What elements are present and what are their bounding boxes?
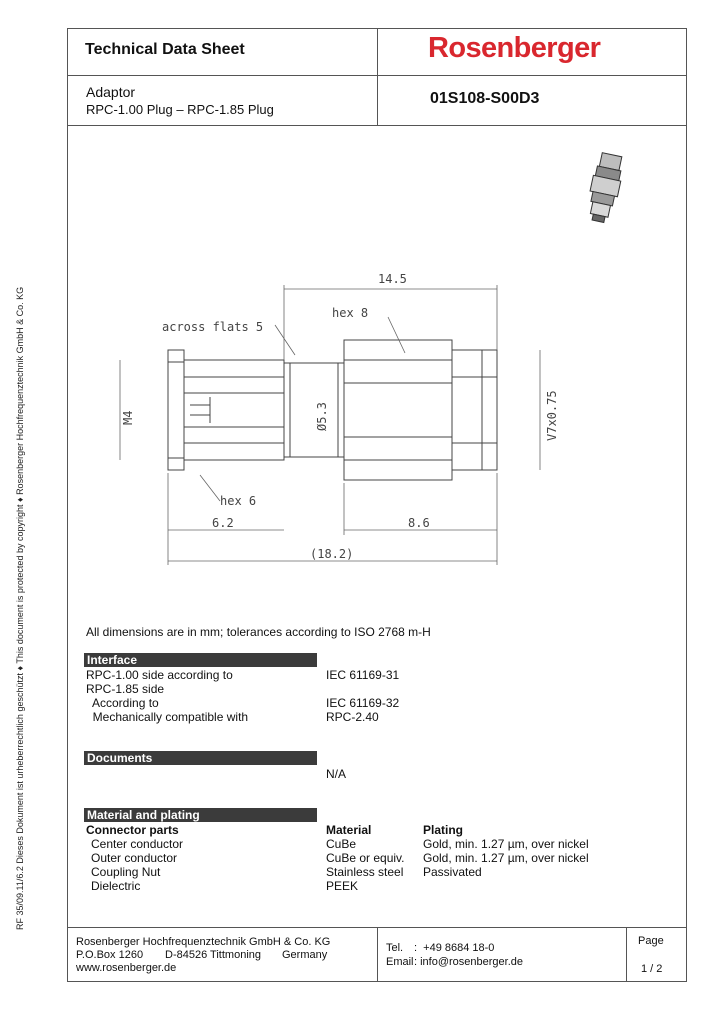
- material-row-plating: Gold, min. 1.27 µm, over nickel: [423, 837, 589, 851]
- material-row-plating: Gold, min. 1.27 µm, over nickel: [423, 851, 589, 865]
- part-number: 01S108-S00D3: [430, 90, 540, 107]
- material-row-material: CuBe or equiv.: [326, 851, 405, 865]
- brand-logo: Rosenberger: [428, 32, 601, 64]
- dim-overall: 14.5: [378, 272, 407, 286]
- label-thread: V7x0.75: [545, 390, 559, 441]
- interface-row-value: RPC-2.40: [326, 710, 379, 724]
- interface-heading: Interface: [84, 653, 317, 667]
- header-vertical-divider: [377, 28, 378, 125]
- dim-total: (18.2): [310, 547, 354, 561]
- product-name: Adaptor: [86, 84, 136, 100]
- doc-title: Technical Data Sheet: [85, 41, 245, 58]
- footer-country: Germany: [282, 949, 328, 961]
- label-hex6: hex 6: [220, 494, 257, 508]
- dim-right: 8.6: [408, 516, 430, 530]
- material-row-part: Coupling Nut: [91, 865, 161, 879]
- footer-city: D-84526 Tittmoning: [165, 949, 261, 961]
- footer-email-label: Email: [386, 956, 414, 968]
- interface-row-label: Mechanically compatible with: [86, 710, 249, 724]
- material-row-material: Stainless steel: [326, 865, 404, 879]
- col-material: Material: [326, 823, 372, 837]
- interface-row-value: IEC 61169-32: [326, 696, 400, 710]
- interface-row-label: RPC-1.00 side according to: [86, 668, 233, 682]
- footer-tel-value: : +49 8684 18-0: [414, 942, 495, 954]
- footer-vertical-divider-2: [626, 927, 627, 982]
- documents-value: N/A: [326, 767, 347, 781]
- interface-row-label: RPC-1.85 side: [86, 682, 165, 696]
- col-connector-parts: Connector parts: [86, 823, 179, 837]
- footer-email-link[interactable]: : info@rosenberger.de: [414, 956, 524, 968]
- documents-heading: Documents: [84, 751, 317, 765]
- material-row-part: Dielectric: [91, 879, 141, 893]
- label-across-flats: across flats 5: [162, 320, 264, 334]
- label-m4: M4: [121, 410, 135, 425]
- material-row-part: Center conductor: [91, 837, 184, 851]
- technical-drawing: [100, 265, 580, 585]
- col-plating: Plating: [423, 823, 464, 837]
- footer-tel-label: Tel.: [386, 942, 404, 954]
- footer-website-link[interactable]: www.rosenberger.de: [76, 962, 177, 974]
- footer-vertical-divider-1: [377, 927, 378, 982]
- footer-company: Rosenberger Hochfrequenztechnik GmbH & Co. KG: [76, 936, 331, 948]
- footer-page-label: Page: [638, 935, 664, 947]
- label-hex8: hex 8: [332, 306, 369, 320]
- side-copyright-note: RF 35/09.11/6.2 Dieses Dokument ist urheberrechtlich geschützt ♦ This document is protected by copyright ♦ Rosenberger Hochfrequenztechnik GmbH & Co. KG: [15, 286, 25, 930]
- material-row-plating: Passivated: [423, 865, 482, 879]
- footer-page-number: 1 / 2: [641, 963, 663, 975]
- footer-pobox: P.O.Box 1260: [76, 949, 144, 961]
- dimensions-note: All dimensions are in mm; tolerances according to ISO 2768 m-H: [86, 625, 431, 639]
- material-row-part: Outer conductor: [91, 851, 178, 865]
- material-row-material: CuBe: [326, 837, 357, 851]
- label-diameter: Ø5.3: [315, 402, 329, 431]
- dim-left: 6.2: [212, 516, 234, 530]
- header-bottom-divider: [67, 125, 687, 126]
- material-row-material: PEEK: [326, 879, 359, 893]
- material-heading: Material and plating: [84, 808, 317, 822]
- product-photo-icon: [575, 148, 635, 228]
- interface-row-value: IEC 61169-31: [326, 668, 400, 682]
- interface-row-label: According to: [86, 696, 159, 710]
- product-description: RPC-1.00 Plug – RPC-1.85 Plug: [86, 102, 274, 117]
